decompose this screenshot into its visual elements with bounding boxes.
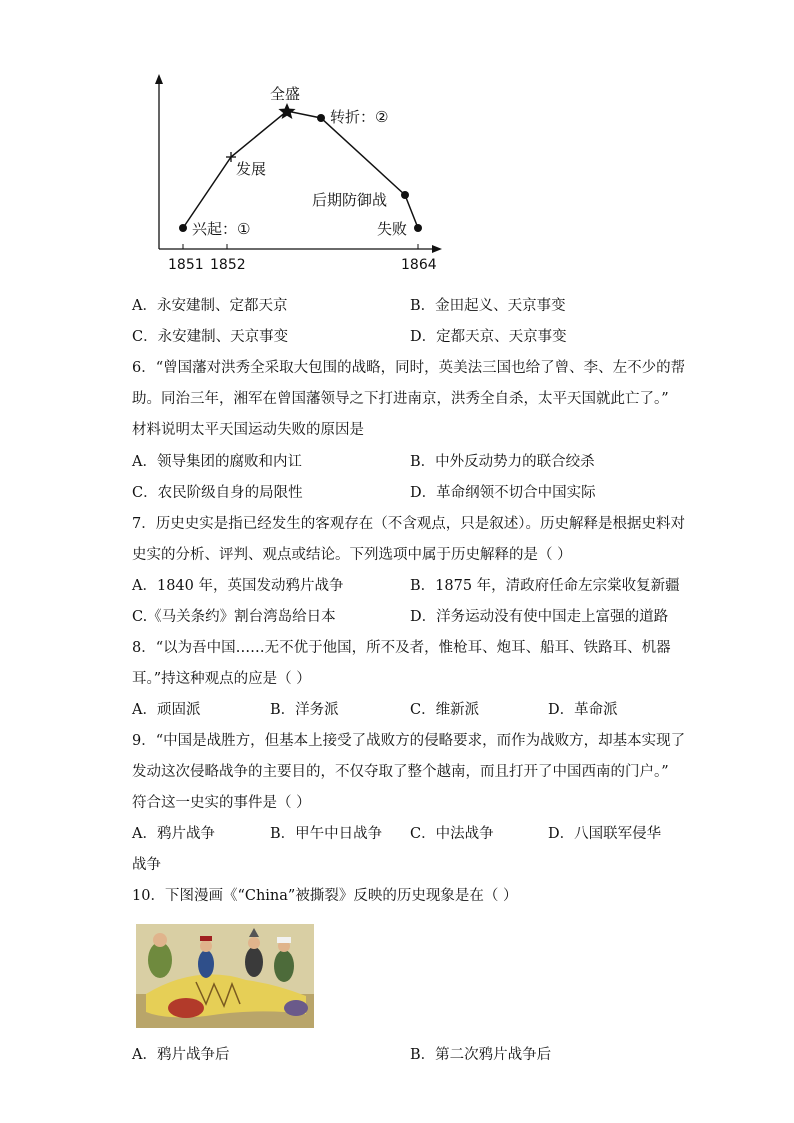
point-fail [414,224,422,232]
label-rise: 兴起：① [192,220,251,238]
q6-stem-line2: 助。同治三年，湘军在曾国藩领导之下打进南京，洪秀全自杀，太平天国就此亡了。” [132,391,669,407]
q10-stem: 10．下图漫画《“China”被撕裂》反映的历史现象是在（ ） [132,888,518,904]
label-develop: 发展 [236,160,267,178]
tick-label-1852: 1852 [210,257,246,273]
y-axis-arrow [155,74,163,84]
point-late-defense [401,191,409,199]
q9-option-b[interactable]: B．甲午中日战争 [270,826,383,842]
q8-stem-line1: 8．“以为吾中国……无不优于他国，所不及者，惟枪耳、炮耳、船耳、铁路耳、机器 [132,640,671,656]
trend-line [183,111,418,228]
q6-option-d[interactable]: D．革命纲领不切合中国实际 [410,485,596,501]
q8-option-a[interactable]: A．顽固派 [132,702,201,718]
q5-option-d[interactable]: D．定都天京、天京事变 [410,329,567,345]
label-turn: 转折：② [330,108,389,126]
q8-option-d[interactable]: D．革命派 [548,702,618,718]
q9-stem-line2: 发动这次侵略战争的主要目的，不仅夺取了整个越南，而且打开了中国西南的门户。” [132,764,669,780]
q6-option-a[interactable]: A．领导集团的腐败和内讧 [132,454,302,470]
q7-option-d[interactable]: D．洋务运动没有使中国走上富强的道路 [410,609,669,625]
point-turn [317,114,325,122]
q7-option-b[interactable]: B．1875 年，清政府任命左宗棠收复新疆 [410,578,680,594]
q8-stem-line2: 耳。”持这种观点的应是（ ） [132,671,311,687]
q6-option-b[interactable]: B．中外反动势力的联合绞杀 [410,454,595,470]
q9-option-d[interactable]: D．八国联军侵华 [548,826,662,842]
china-torn-cartoon-image [136,924,314,1028]
q9-option-c[interactable]: C．中法战争 [410,826,494,842]
q10-option-b[interactable]: B．第二次鸦片战争后 [410,1047,552,1063]
label-fail: 失败 [377,220,408,238]
taiping-timeline-diagram [150,70,450,275]
q7-stem-line1: 7．历史史实是指已经发生的客观存在（不含观点，只是叙述）。历史解释是根据史料对 [132,516,685,532]
x-axis-arrow [432,245,442,253]
q9-option-d-continued: 战争 [132,857,161,873]
q5-option-a[interactable]: A．永安建制、定都天京 [132,298,288,314]
q9-stem-line1: 9．“中国是战胜方，但基本上接受了战败方的侵略要求，而作为战败方，却基本实现了 [132,733,686,749]
q6-option-c[interactable]: C．农民阶级自身的局限性 [132,485,303,501]
q9-option-a[interactable]: A．鸦片战争 [132,826,215,842]
q8-option-c[interactable]: C．维新派 [410,702,480,718]
q7-option-c[interactable]: C.《马关条约》割台湾岛给日本 [132,609,336,625]
q6-stem-line3: 材料说明太平天国运动失败的原因是 [132,422,364,438]
point-rise [179,224,187,232]
label-peak: 全盛 [270,85,301,103]
q7-stem-line2: 史实的分析、评判、观点或结论。下列选项中属于历史解释的是（ ） [132,547,572,563]
tick-label-1864: 1864 [401,257,437,273]
tick-label-1851: 1851 [168,257,204,273]
q9-stem-line3: 符合这一史实的事件是（ ） [132,795,311,811]
q10-option-a[interactable]: A．鸦片战争后 [132,1047,230,1063]
q5-option-b[interactable]: B．金田起义、天京事变 [410,298,566,314]
q8-option-b[interactable]: B．洋务派 [270,702,339,718]
label-late-defense: 后期防御战 [312,191,388,209]
q7-option-a[interactable]: A．1840 年，英国发动鸦片战争 [132,578,344,594]
q6-stem-line1: 6．“曾国藩对洪秀全采取大包围的战略，同时，英美法三国也给了曾、李、左不少的帮 [132,360,686,376]
q5-option-c[interactable]: C．永安建制、天京事变 [132,329,289,345]
